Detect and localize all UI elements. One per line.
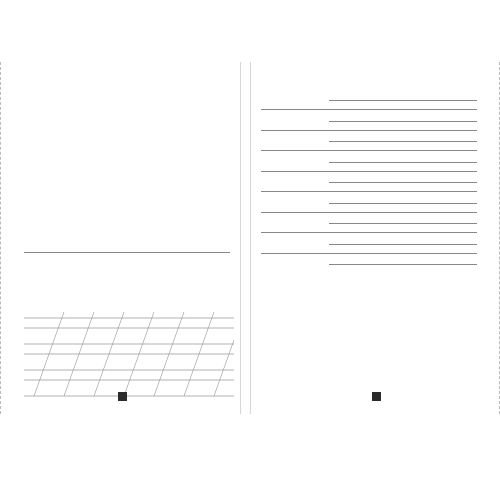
answer-line[interactable] bbox=[261, 171, 477, 172]
answer-line[interactable] bbox=[261, 130, 477, 131]
answer-line[interactable] bbox=[261, 191, 477, 192]
answer-line[interactable] bbox=[261, 150, 477, 151]
answer-line[interactable] bbox=[329, 162, 477, 163]
answer-line[interactable] bbox=[261, 232, 477, 233]
answer-line[interactable] bbox=[261, 212, 477, 213]
answer-line[interactable] bbox=[329, 203, 477, 204]
answer-line[interactable] bbox=[329, 182, 477, 183]
answer-line[interactable] bbox=[24, 252, 230, 253]
answer-line[interactable] bbox=[261, 109, 477, 110]
answer-line[interactable] bbox=[329, 264, 477, 265]
page-number bbox=[118, 392, 127, 401]
right-page bbox=[250, 62, 489, 414]
left-page bbox=[12, 62, 241, 414]
answer-line[interactable] bbox=[261, 253, 477, 254]
book-spread bbox=[0, 62, 500, 414]
answer-line[interactable] bbox=[329, 100, 477, 101]
answer-line[interactable] bbox=[329, 244, 477, 245]
handwriting-practice-lines[interactable] bbox=[24, 312, 234, 398]
page-number bbox=[372, 392, 381, 401]
answer-line[interactable] bbox=[329, 141, 477, 142]
answer-line[interactable] bbox=[329, 223, 477, 224]
answer-line[interactable] bbox=[329, 121, 477, 122]
